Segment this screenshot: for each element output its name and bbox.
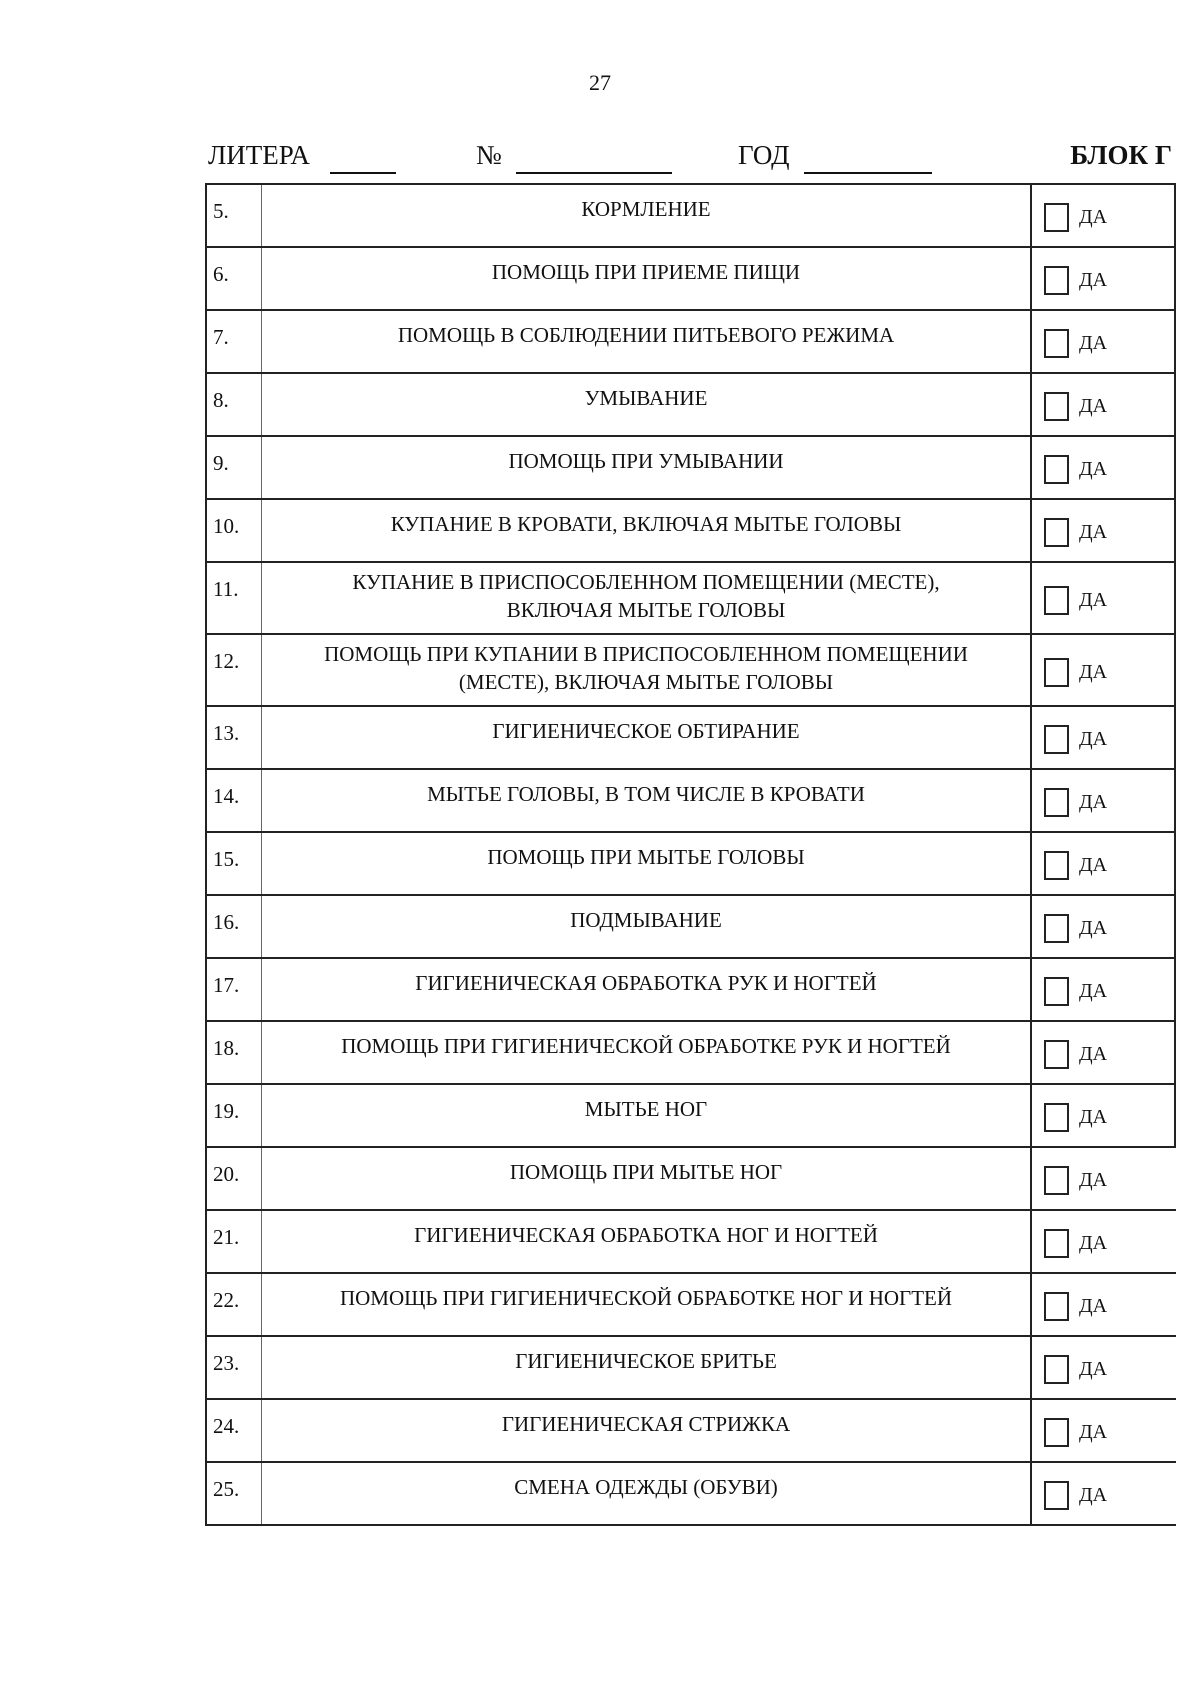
row-number: 19. — [207, 1085, 262, 1146]
yes-checkbox[interactable] — [1044, 914, 1069, 943]
yes-label: ДА — [1079, 395, 1108, 417]
yes-option[interactable] — [1032, 311, 1176, 372]
yes-label: ДА — [1079, 1484, 1108, 1506]
yes-option[interactable] — [1032, 563, 1176, 633]
yes-option[interactable] — [1032, 437, 1176, 498]
task-label — [262, 500, 1032, 561]
yes-checkbox[interactable] — [1044, 1229, 1069, 1258]
task-label — [262, 1085, 1032, 1146]
table-row — [207, 707, 1176, 770]
task-line: МЫТЬЕ ГОЛОВЫ, В ТОМ ЧИСЛЕ В КРОВАТИ — [427, 782, 865, 806]
yes-option[interactable] — [1032, 1148, 1176, 1209]
table-row — [207, 1022, 1176, 1085]
yes-label: ДА — [1079, 854, 1108, 876]
row-number: 25. — [207, 1463, 262, 1524]
yes-option[interactable] — [1032, 833, 1176, 894]
row-number: 14. — [207, 770, 262, 831]
row-number: 5. — [207, 185, 262, 246]
row-number: 12. — [207, 635, 262, 705]
task-label — [262, 1148, 1032, 1209]
yes-label: ДА — [1079, 269, 1108, 291]
task-label — [262, 1022, 1032, 1083]
yes-checkbox[interactable] — [1044, 1418, 1069, 1447]
table-row — [207, 1211, 1176, 1274]
table-row — [207, 959, 1176, 1022]
task-label — [262, 1400, 1032, 1461]
litera-field[interactable] — [330, 172, 396, 174]
yes-checkbox[interactable] — [1044, 1040, 1069, 1069]
yes-checkbox[interactable] — [1044, 1481, 1069, 1510]
yes-label: ДА — [1079, 1106, 1108, 1128]
yes-label: ДА — [1079, 917, 1108, 939]
row-number: 24. — [207, 1400, 262, 1461]
yes-label: ДА — [1079, 980, 1108, 1002]
task-label — [262, 1211, 1032, 1272]
task-label — [262, 563, 1032, 633]
yes-label: ДА — [1079, 588, 1108, 611]
task-line: СМЕНА ОДЕЖДЫ (ОБУВИ) — [514, 1475, 778, 1499]
task-line: ГИГИЕНИЧЕСКОЕ ОБТИРАНИЕ — [492, 719, 800, 743]
table-row — [207, 1400, 1176, 1463]
yes-label: ДА — [1079, 1043, 1108, 1065]
yes-checkbox[interactable] — [1044, 329, 1069, 358]
task-line: ПОДМЫВАНИЕ — [570, 908, 722, 932]
row-number: 17. — [207, 959, 262, 1020]
yes-option[interactable] — [1032, 1463, 1176, 1524]
yes-label: ДА — [1079, 1421, 1108, 1443]
yes-checkbox[interactable] — [1044, 788, 1069, 817]
table-row — [207, 500, 1176, 563]
yes-checkbox[interactable] — [1044, 392, 1069, 421]
task-label — [262, 437, 1032, 498]
task-line: ГИГИЕНИЧЕСКАЯ ОБРАБОТКА НОГ И НОГТЕЙ — [414, 1223, 878, 1247]
yes-option[interactable] — [1032, 248, 1176, 309]
task-line: КУПАНИЕ В КРОВАТИ, ВКЛЮЧАЯ МЫТЬЕ ГОЛОВЫ — [390, 512, 902, 536]
block-label: БЛОК Г — [1070, 140, 1172, 170]
yes-option[interactable] — [1032, 1337, 1176, 1398]
yes-label: ДА — [1079, 791, 1108, 813]
yes-checkbox[interactable] — [1044, 1166, 1069, 1195]
yes-checkbox[interactable] — [1044, 518, 1069, 547]
yes-checkbox[interactable] — [1044, 977, 1069, 1006]
task-line: ГИГИЕНИЧЕСКАЯ ОБРАБОТКА РУК И НОГТЕЙ — [415, 971, 877, 995]
row-number: 9. — [207, 437, 262, 498]
task-line: ПОМОЩЬ ПРИ ПРИЕМЕ ПИЩИ — [491, 260, 801, 284]
services-table — [205, 183, 1176, 1526]
yes-checkbox[interactable] — [1044, 725, 1069, 754]
number-label: № — [476, 140, 502, 170]
yes-option[interactable] — [1032, 770, 1176, 831]
row-number: 6. — [207, 248, 262, 309]
table-row — [207, 833, 1176, 896]
yes-checkbox[interactable] — [1044, 658, 1069, 687]
row-number: 16. — [207, 896, 262, 957]
yes-option[interactable] — [1032, 374, 1176, 435]
row-number: 11. — [207, 563, 262, 633]
row-number: 15. — [207, 833, 262, 894]
yes-label: ДА — [1079, 1358, 1108, 1380]
yes-label: ДА — [1079, 1169, 1108, 1191]
task-label — [262, 770, 1032, 831]
task-line: ГИГИЕНИЧЕСКОЕ БРИТЬЕ — [515, 1349, 777, 1373]
year-label: ГОД — [738, 140, 790, 170]
task-line: ПОМОЩЬ ПРИ ГИГИЕНИЧЕСКОЙ ОБРАБОТКЕ НОГ И НОГТЕЙ — [339, 1286, 953, 1310]
yes-option[interactable] — [1032, 896, 1176, 957]
yes-checkbox[interactable] — [1044, 1355, 1069, 1384]
table-row — [207, 770, 1176, 833]
yes-option[interactable] — [1032, 635, 1176, 705]
row-number: 22. — [207, 1274, 262, 1335]
yes-checkbox[interactable] — [1044, 586, 1069, 615]
yes-checkbox[interactable] — [1044, 1292, 1069, 1321]
yes-label: ДА — [1079, 1232, 1108, 1254]
task-line: ПОМОЩЬ ПРИ КУПАНИИ В ПРИСПОСОБЛЕННОМ ПОМЕЩЕНИИ — [324, 642, 968, 666]
task-line-continued: ВКЛЮЧАЯ МЫТЬЕ ГОЛОВЫ — [506, 598, 786, 622]
task-label — [262, 1337, 1032, 1398]
yes-label: ДА — [1079, 1295, 1108, 1317]
row-number: 10. — [207, 500, 262, 561]
table-row — [207, 248, 1176, 311]
task-label — [262, 1463, 1032, 1524]
task-label — [262, 248, 1032, 309]
row-number: 23. — [207, 1337, 262, 1398]
table-row — [207, 311, 1176, 374]
yes-option[interactable] — [1032, 185, 1176, 246]
task-line: УМЫВАНИЕ — [584, 386, 708, 410]
yes-option[interactable] — [1032, 1211, 1176, 1272]
task-line: ПОМОЩЬ ПРИ УМЫВАНИИ — [508, 449, 784, 473]
task-line: МЫТЬЕ НОГ — [584, 1097, 708, 1121]
yes-label: ДА — [1079, 728, 1108, 750]
task-label — [262, 185, 1032, 246]
table-row — [207, 1274, 1176, 1337]
page-number: 27 — [589, 70, 611, 95]
yes-checkbox[interactable] — [1044, 266, 1069, 295]
task-line: КОРМЛЕНИЕ — [581, 197, 711, 221]
litera-label: ЛИТЕРА — [208, 140, 310, 170]
row-number: 18. — [207, 1022, 262, 1083]
yes-option[interactable] — [1032, 1274, 1176, 1335]
row-number: 21. — [207, 1211, 262, 1272]
table-row — [207, 1148, 1176, 1211]
task-line-continued: (МЕСТЕ), ВКЛЮЧАЯ МЫТЬЕ ГОЛОВЫ — [458, 670, 834, 694]
task-label — [262, 833, 1032, 894]
table-row — [207, 1463, 1176, 1526]
yes-label: ДА — [1079, 521, 1108, 543]
row-number: 7. — [207, 311, 262, 372]
yes-checkbox[interactable] — [1044, 455, 1069, 484]
table-row — [207, 1337, 1176, 1400]
table-row — [207, 374, 1176, 437]
yes-option[interactable] — [1032, 1085, 1176, 1146]
task-label — [262, 707, 1032, 768]
table-row — [207, 1085, 1176, 1148]
form-header — [208, 140, 1172, 176]
task-label — [262, 374, 1032, 435]
table-row — [207, 563, 1176, 635]
yes-checkbox[interactable] — [1044, 851, 1069, 880]
table-row — [207, 437, 1176, 500]
yes-label: ДА — [1079, 458, 1108, 480]
yes-checkbox[interactable] — [1044, 1103, 1069, 1132]
table-row — [207, 635, 1176, 707]
yes-option[interactable] — [1032, 707, 1176, 768]
task-line: ГИГИЕНИЧЕСКАЯ СТРИЖКА — [501, 1412, 791, 1436]
task-line: КУПАНИЕ В ПРИСПОСОБЛЕННОМ ПОМЕЩЕНИИ (МЕСТЕ), — [352, 570, 940, 594]
row-number: 20. — [207, 1148, 262, 1209]
task-label — [262, 311, 1032, 372]
yes-label: ДА — [1079, 332, 1108, 354]
task-line: ПОМОЩЬ ПРИ МЫТЬЕ НОГ — [509, 1160, 783, 1184]
number-field[interactable] — [516, 172, 672, 174]
yes-option[interactable] — [1032, 1400, 1176, 1461]
yes-option[interactable] — [1032, 500, 1176, 561]
task-line: ПОМОЩЬ ПРИ МЫТЬЕ ГОЛОВЫ — [487, 845, 805, 869]
yes-option[interactable] — [1032, 959, 1176, 1020]
table-row — [207, 185, 1176, 248]
yes-option[interactable] — [1032, 1022, 1176, 1083]
yes-label: ДА — [1079, 660, 1108, 683]
yes-checkbox[interactable] — [1044, 203, 1069, 232]
task-label — [262, 896, 1032, 957]
task-label — [262, 959, 1032, 1020]
task-label — [262, 635, 1032, 705]
task-label — [262, 1274, 1032, 1335]
table-row — [207, 896, 1176, 959]
row-number: 8. — [207, 374, 262, 435]
row-number: 13. — [207, 707, 262, 768]
year-field[interactable] — [804, 172, 932, 174]
task-line: ПОМОЩЬ В СОБЛЮДЕНИИ ПИТЬЕВОГО РЕЖИМА — [397, 323, 895, 347]
task-line: ПОМОЩЬ ПРИ ГИГИЕНИЧЕСКОЙ ОБРАБОТКЕ РУК И НОГТЕЙ — [341, 1034, 951, 1058]
yes-label: ДА — [1079, 206, 1108, 228]
